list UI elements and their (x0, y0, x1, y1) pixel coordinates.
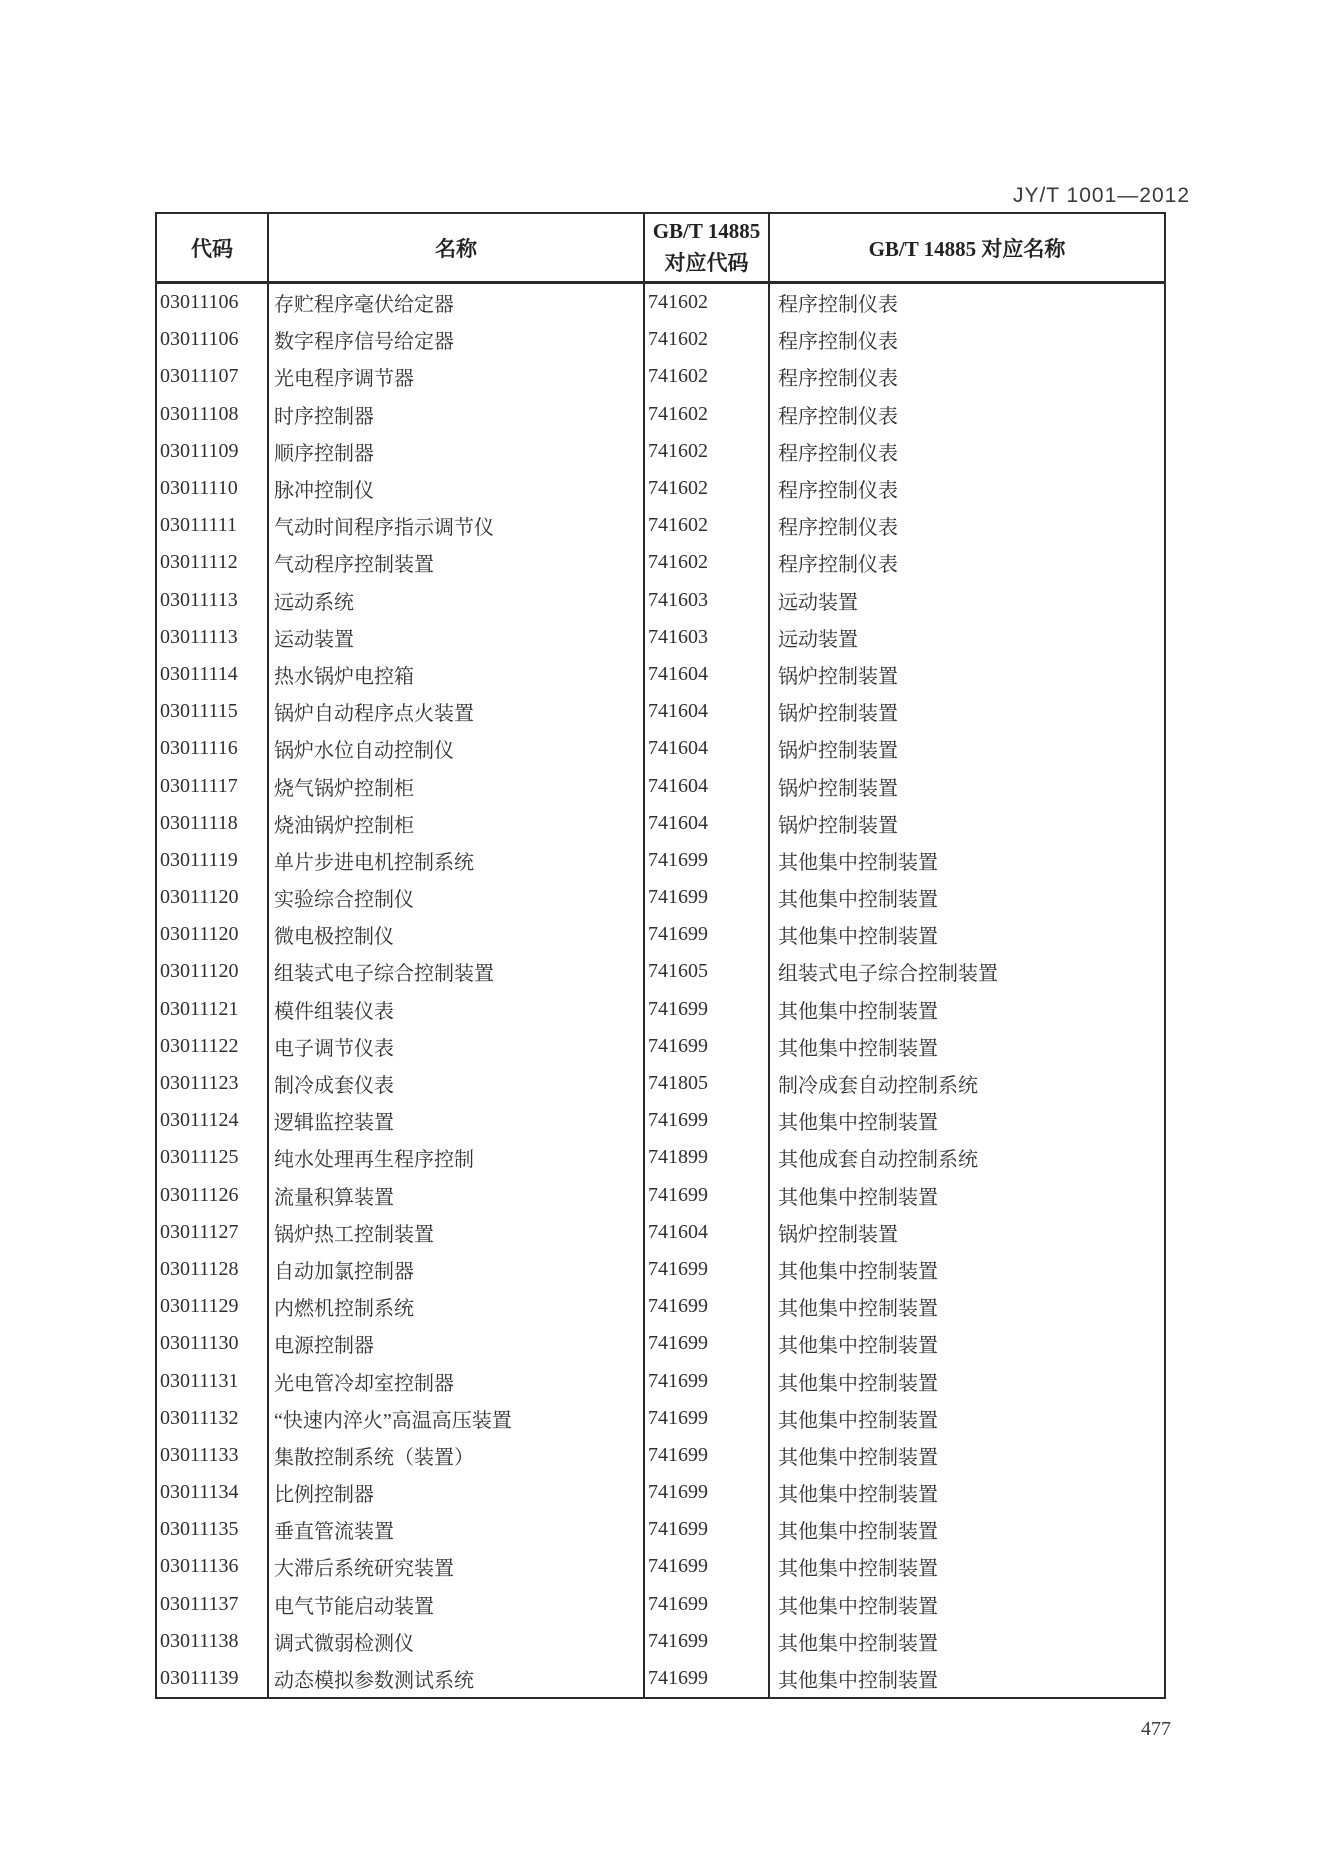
cell-gbt-code: 741604 (645, 767, 770, 804)
table-row (157, 1028, 1164, 1065)
table-row (157, 1548, 1164, 1585)
table-row (157, 1325, 1164, 1362)
cell-code: 03011139 (157, 1660, 269, 1697)
cell-code: 03011134 (157, 1474, 269, 1511)
cell-gbt-name: 锅炉控制装置 (778, 703, 898, 726)
cell-name: 集散控制系统（装置） (269, 1437, 645, 1474)
cell-name: 烧气锅炉控制柜 (269, 767, 645, 804)
cell-gbt-code: 741602 (645, 284, 770, 321)
cell-gbt-name: 其他集中控制装置 (778, 1409, 938, 1432)
cell-name: “快速内淬火”高温高压装置 (269, 1400, 645, 1437)
cell-code: 03011121 (157, 991, 269, 1028)
cell-code: 03011129 (157, 1288, 269, 1325)
cell-gbt-name: 其他集中控制装置 (778, 1670, 938, 1693)
cell-name: 光电管冷却室控制器 (269, 1362, 645, 1399)
table-header-row (157, 214, 1164, 284)
cell-gbt-code: 741699 (645, 1325, 770, 1362)
table-row (157, 1437, 1164, 1474)
cell-gbt-code: 741699 (645, 1251, 770, 1288)
cell-gbt-name: 其他集中控制装置 (778, 1372, 938, 1395)
cell-gbt-code: 741605 (645, 953, 770, 990)
cell-code: 03011107 (157, 358, 269, 395)
table-row (157, 1660, 1164, 1697)
table-row (157, 1251, 1164, 1288)
cell-code: 03011120 (157, 953, 269, 990)
cell-code: 03011128 (157, 1251, 269, 1288)
cell-code: 03011126 (157, 1177, 269, 1214)
cell-code: 03011125 (157, 1139, 269, 1176)
cell-gbt-name: 其他集中控制装置 (778, 1335, 938, 1358)
header-gbt-code-line1: GB/T 14885 (652, 219, 761, 243)
cell-gbt-code: 741699 (645, 1102, 770, 1139)
cell-name: 内燃机控制系统 (269, 1288, 645, 1325)
cell-name: 热水锅炉电控箱 (269, 656, 645, 693)
cell-name: 电气节能启动装置 (269, 1586, 645, 1623)
cell-gbt-name: 其他集中控制装置 (778, 1632, 938, 1655)
cell-name: 锅炉热工控制装置 (269, 1214, 645, 1251)
cell-gbt-code: 741699 (645, 1660, 770, 1697)
page-number: 477 (1141, 1718, 1171, 1740)
table-row (157, 582, 1164, 619)
standard-number: JY/T 1001—2012 (1012, 184, 1190, 207)
cell-name: 脉冲控制仪 (269, 470, 645, 507)
table-row (157, 767, 1164, 804)
cell-gbt-code: 741603 (645, 582, 770, 619)
header-gbt-name: GB/T 14885 对应名称 (868, 236, 1066, 261)
table-row (157, 470, 1164, 507)
cell-gbt-code: 741604 (645, 1214, 770, 1251)
cell-name: 垂直管流装置 (269, 1511, 645, 1548)
cell-gbt-code: 741699 (645, 1177, 770, 1214)
cell-code: 03011108 (157, 396, 269, 433)
table-row (157, 879, 1164, 916)
cell-code: 03011130 (157, 1325, 269, 1362)
cell-name: 调式微弱检测仪 (269, 1623, 645, 1660)
table-row (157, 1177, 1164, 1214)
table-row (157, 842, 1164, 879)
table-row (157, 1511, 1164, 1548)
cell-gbt-code: 741602 (645, 544, 770, 581)
table-row (157, 1474, 1164, 1511)
cell-gbt-name: 其他成套自动控制系统 (778, 1149, 978, 1172)
cell-code: 03011131 (157, 1362, 269, 1399)
code-mapping-table (155, 212, 1166, 1699)
cell-gbt-code: 741602 (645, 396, 770, 433)
cell-gbt-code: 741699 (645, 1028, 770, 1065)
cell-gbt-name: 其他集中控制装置 (778, 1595, 938, 1618)
cell-code: 03011127 (157, 1214, 269, 1251)
cell-gbt-name: 其他集中控制装置 (778, 1112, 938, 1135)
cell-code: 03011122 (157, 1028, 269, 1065)
table-row (157, 396, 1164, 433)
cell-code: 03011120 (157, 879, 269, 916)
cell-gbt-code: 741699 (645, 1623, 770, 1660)
cell-gbt-name: 其他集中控制装置 (778, 1260, 938, 1283)
cell-gbt-code: 741699 (645, 991, 770, 1028)
cell-name: 流量积算装置 (269, 1177, 645, 1214)
table-row (157, 1214, 1164, 1251)
cell-code: 03011112 (157, 544, 269, 581)
cell-code: 03011109 (157, 433, 269, 470)
table-row (157, 1139, 1164, 1176)
cell-code: 03011119 (157, 842, 269, 879)
cell-code: 03011120 (157, 916, 269, 953)
cell-gbt-name: 组装式电子综合控制装置 (778, 963, 998, 986)
cell-gbt-name: 其他集中控制装置 (778, 1446, 938, 1469)
cell-gbt-name: 程序控制仪表 (778, 554, 898, 577)
table-row (157, 693, 1164, 730)
cell-name: 远动系统 (269, 582, 645, 619)
cell-gbt-name: 远动装置 (778, 591, 858, 614)
cell-name: 顺序控制器 (269, 433, 645, 470)
cell-code: 03011132 (157, 1400, 269, 1437)
cell-gbt-name: 其他集中控制装置 (778, 1484, 938, 1507)
header-gbt-code-line2: 对应代码 (664, 250, 749, 275)
table-row (157, 1362, 1164, 1399)
cell-code: 03011118 (157, 805, 269, 842)
cell-gbt-code: 741602 (645, 507, 770, 544)
cell-code: 03011123 (157, 1065, 269, 1102)
cell-name: 存贮程序毫伏给定器 (269, 284, 645, 321)
cell-code: 03011135 (157, 1511, 269, 1548)
cell-gbt-name: 程序控制仪表 (778, 294, 898, 317)
cell-gbt-name: 其他集中控制装置 (778, 1000, 938, 1023)
cell-name: 时序控制器 (269, 396, 645, 433)
cell-gbt-code: 741604 (645, 730, 770, 767)
cell-name: 大滞后系统研究装置 (269, 1548, 645, 1585)
cell-code: 03011113 (157, 582, 269, 619)
cell-gbt-code: 741699 (645, 916, 770, 953)
cell-name: 制冷成套仪表 (269, 1065, 645, 1102)
cell-code: 03011106 (157, 284, 269, 321)
cell-gbt-name: 其他集中控制装置 (778, 1298, 938, 1321)
cell-gbt-name: 锅炉控制装置 (778, 814, 898, 837)
header-code: 代码 (157, 214, 269, 281)
table-row (157, 1288, 1164, 1325)
cell-gbt-name: 锅炉控制装置 (778, 777, 898, 800)
cell-name: 气动时间程序指示调节仪 (269, 507, 645, 544)
cell-code: 03011110 (157, 470, 269, 507)
table-row (157, 656, 1164, 693)
cell-gbt-code: 741604 (645, 656, 770, 693)
cell-gbt-code: 741604 (645, 693, 770, 730)
table-row (157, 284, 1164, 321)
cell-name: 光电程序调节器 (269, 358, 645, 395)
cell-code: 03011133 (157, 1437, 269, 1474)
cell-gbt-name: 程序控制仪表 (778, 405, 898, 428)
table-row (157, 544, 1164, 581)
table-row (157, 507, 1164, 544)
table-row (157, 1623, 1164, 1660)
cell-name: 比例控制器 (269, 1474, 645, 1511)
cell-gbt-code: 741699 (645, 1437, 770, 1474)
cell-name: 单片步进电机控制系统 (269, 842, 645, 879)
cell-name: 烧油锅炉控制柜 (269, 805, 645, 842)
cell-gbt-code: 741602 (645, 321, 770, 358)
table-row (157, 1586, 1164, 1623)
cell-gbt-code: 741699 (645, 842, 770, 879)
cell-code: 03011137 (157, 1586, 269, 1623)
cell-gbt-code: 741699 (645, 1288, 770, 1325)
table-row (157, 619, 1164, 656)
cell-gbt-name: 程序控制仪表 (778, 517, 898, 540)
cell-gbt-code: 741699 (645, 1400, 770, 1437)
cell-gbt-name: 程序控制仪表 (778, 480, 898, 503)
cell-gbt-name: 程序控制仪表 (778, 331, 898, 354)
header-name: 名称 (269, 214, 645, 281)
cell-gbt-code: 741603 (645, 619, 770, 656)
cell-code: 03011117 (157, 767, 269, 804)
cell-name: 运动装置 (269, 619, 645, 656)
cell-code: 03011124 (157, 1102, 269, 1139)
cell-name: 实验综合控制仪 (269, 879, 645, 916)
cell-gbt-name: 锅炉控制装置 (778, 665, 898, 688)
cell-gbt-name: 其他集中控制装置 (778, 1558, 938, 1581)
cell-gbt-code: 741604 (645, 805, 770, 842)
table-row (157, 953, 1164, 990)
cell-gbt-code: 741699 (645, 879, 770, 916)
cell-gbt-code: 741699 (645, 1548, 770, 1585)
cell-code: 03011111 (157, 507, 269, 544)
cell-name: 逻辑监控装置 (269, 1102, 645, 1139)
table-row (157, 805, 1164, 842)
cell-name: 自动加氯控制器 (269, 1251, 645, 1288)
cell-gbt-code: 741602 (645, 470, 770, 507)
cell-gbt-code: 741699 (645, 1474, 770, 1511)
table-row (157, 916, 1164, 953)
cell-name: 模件组装仪表 (269, 991, 645, 1028)
table-row (157, 991, 1164, 1028)
table-row (157, 1065, 1164, 1102)
cell-gbt-name: 制冷成套自动控制系统 (778, 1075, 978, 1098)
cell-gbt-name: 其他集中控制装置 (778, 926, 938, 949)
header-gbt-code (645, 214, 770, 281)
cell-code: 03011114 (157, 656, 269, 693)
cell-name: 微电极控制仪 (269, 916, 645, 953)
cell-code: 03011106 (157, 321, 269, 358)
table-row (157, 433, 1164, 470)
cell-gbt-name: 远动装置 (778, 628, 858, 651)
cell-gbt-name: 其他集中控制装置 (778, 851, 938, 874)
cell-gbt-name: 程序控制仪表 (778, 442, 898, 465)
cell-code: 03011113 (157, 619, 269, 656)
cell-code: 03011115 (157, 693, 269, 730)
cell-gbt-name: 程序控制仪表 (778, 368, 898, 391)
table-body (157, 284, 1164, 1697)
table-row (157, 358, 1164, 395)
cell-name: 组装式电子综合控制装置 (269, 953, 645, 990)
cell-name: 电子调节仪表 (269, 1028, 645, 1065)
cell-gbt-code: 741805 (645, 1065, 770, 1102)
cell-name: 纯水处理再生程序控制 (269, 1139, 645, 1176)
cell-gbt-name: 锅炉控制装置 (778, 1223, 898, 1246)
cell-gbt-code: 741899 (645, 1139, 770, 1176)
cell-gbt-code: 741602 (645, 433, 770, 470)
cell-name: 锅炉自动程序点火装置 (269, 693, 645, 730)
cell-gbt-code: 741699 (645, 1511, 770, 1548)
cell-name: 数字程序信号给定器 (269, 321, 645, 358)
cell-name: 锅炉水位自动控制仪 (269, 730, 645, 767)
table-row (157, 730, 1164, 767)
cell-gbt-code: 741602 (645, 358, 770, 395)
cell-name: 动态模拟参数测试系统 (269, 1660, 645, 1697)
cell-code: 03011138 (157, 1623, 269, 1660)
cell-gbt-name: 其他集中控制装置 (778, 1521, 938, 1544)
table-row (157, 1400, 1164, 1437)
cell-name: 电源控制器 (269, 1325, 645, 1362)
cell-gbt-code: 741699 (645, 1586, 770, 1623)
cell-code: 03011116 (157, 730, 269, 767)
cell-gbt-name: 其他集中控制装置 (778, 1037, 938, 1060)
cell-gbt-name: 其他集中控制装置 (778, 889, 938, 912)
cell-gbt-name: 其他集中控制装置 (778, 1186, 938, 1209)
cell-code: 03011136 (157, 1548, 269, 1585)
cell-name: 气动程序控制装置 (269, 544, 645, 581)
cell-gbt-name: 锅炉控制装置 (778, 740, 898, 763)
cell-gbt-code: 741699 (645, 1362, 770, 1399)
table-row (157, 321, 1164, 358)
table-row (157, 1102, 1164, 1139)
